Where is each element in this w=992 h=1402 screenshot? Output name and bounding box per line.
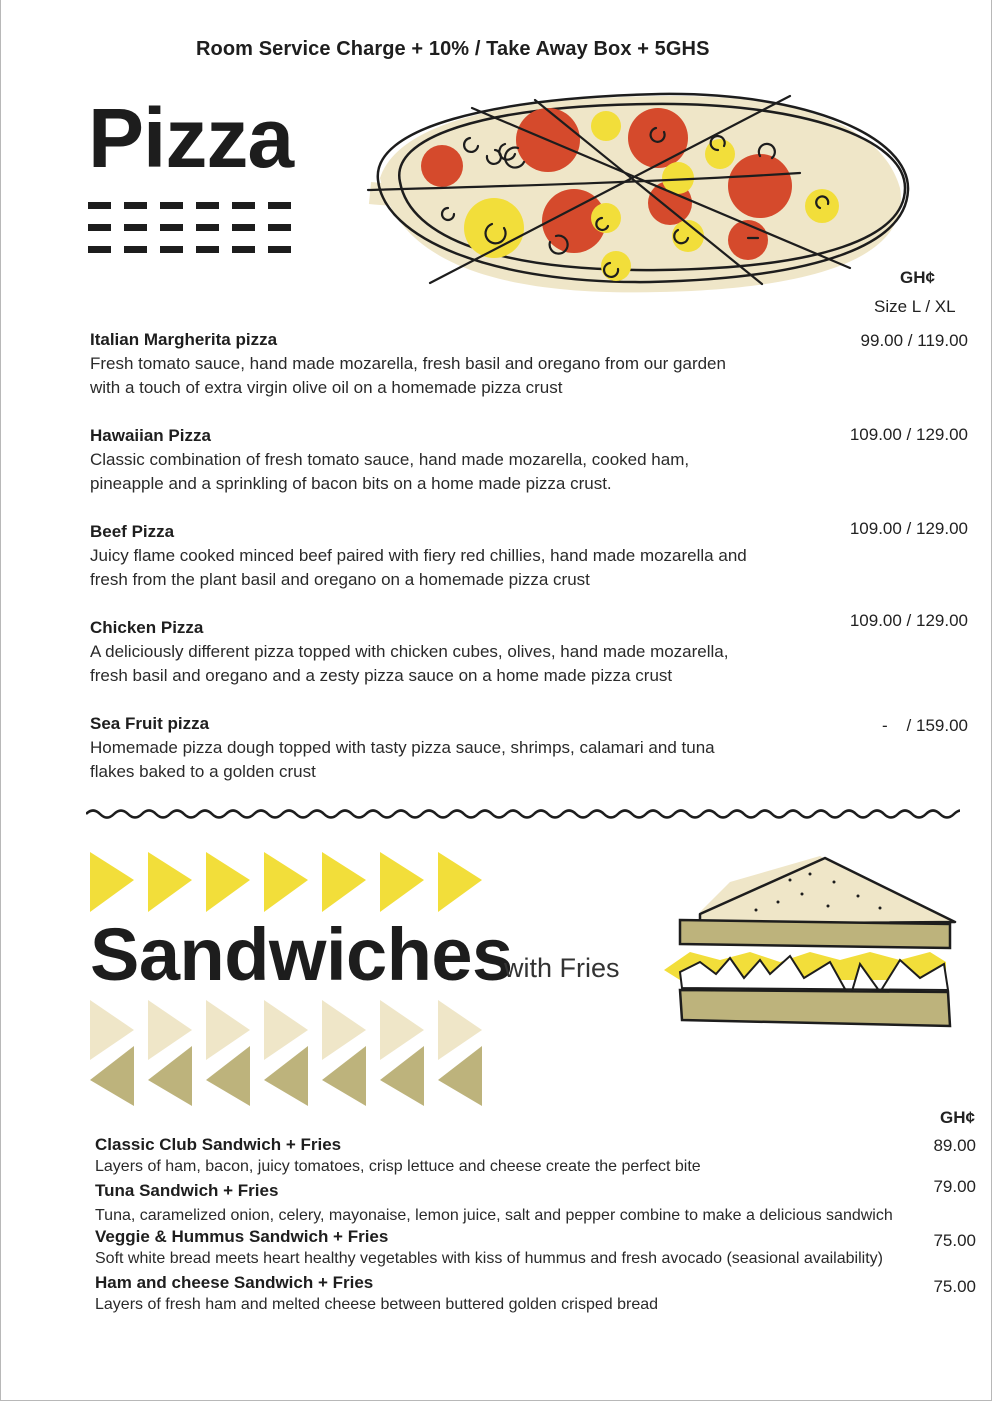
- menu-item-price: 109.00 / 129.00: [849, 611, 968, 630]
- menu-item-description: pineapple and a sprinkling of bacon bits on a home made pizza crust.: [90, 474, 612, 493]
- menu-item-description: fresh from the plant basil and oregano on a homemade pizza crust: [90, 570, 590, 589]
- menu-item-name: Italian Margherita pizza: [90, 330, 278, 349]
- menu-item-name: Chicken Pizza: [90, 618, 204, 637]
- menu-item-name: Ham and cheese Sandwich + Fries: [95, 1273, 374, 1292]
- sandwiches-section-title: Sandwiches: [90, 913, 513, 996]
- menu-item: [95, 1226, 915, 1270]
- menu-item-price: - / 159.00: [882, 716, 968, 735]
- menu-item-description: Fresh tomato sauce, hand made mozarella, fresh basil and oregano from our garden: [90, 354, 726, 373]
- sandwiches-currency-label: GH¢: [940, 1108, 975, 1127]
- menu-item-description: Juicy flame cooked minced beef paired with fiery red chillies, hand made mozarella and: [90, 546, 747, 565]
- menu-item-description: Soft white bread meets heart healthy vegetables with kiss of hummus and fresh avocado (seasional availability): [95, 1250, 883, 1267]
- menu-item-name: Beef Pizza: [90, 522, 175, 541]
- menu-item-description: Tuna, caramelized onion, celery, mayonaise, lemon juice, salt and pepper combine to make a delicious sandwich: [95, 1207, 893, 1224]
- menu-item-description: Layers of ham, bacon, juicy tomatoes, crisp lettuce and cheese create the perfect bite: [95, 1158, 701, 1175]
- menu-item-description: Classic combination of fresh tomato sauce, hand made mozarella, cooked ham,: [90, 450, 690, 469]
- menu-item-name: Classic Club Sandwich + Fries: [95, 1135, 342, 1154]
- menu-item-name: Sea Fruit pizza: [90, 714, 210, 733]
- menu-item-description: Layers of fresh ham and melted cheese between buttered golden crisped bread: [95, 1296, 659, 1313]
- menu-item-name: Tuna Sandwich + Fries: [95, 1181, 279, 1200]
- sandwich-illustration: [660, 852, 960, 1032]
- menu-item-description: fresh basil and oregano and a zesty pizza sauce on a home made pizza crust: [90, 666, 673, 685]
- menu-item-price: 89.00: [933, 1136, 976, 1155]
- wavy-divider: [86, 804, 960, 824]
- menu-item-description: Homemade pizza dough topped with tasty pizza sauce, shrimps, calamari and tuna: [90, 738, 715, 757]
- menu-item-description: with a touch of extra virgin olive oil on a homemade pizza crust: [90, 378, 563, 397]
- menu-item-price: 109.00 / 129.00: [849, 519, 968, 538]
- menu-item-price: 75.00: [933, 1277, 976, 1296]
- menu-item-price: 109.00 / 129.00: [849, 425, 968, 444]
- menu-item: [90, 712, 790, 784]
- menu-item: [95, 1272, 915, 1316]
- pizza-dash-decoration: [88, 202, 291, 268]
- menu-item: [90, 520, 790, 592]
- menu-item-name: Veggie & Hummus Sandwich + Fries: [95, 1227, 389, 1246]
- pizza-size-label: Size L / XL: [874, 297, 956, 316]
- menu-item-price: 75.00: [933, 1231, 976, 1250]
- sandwiches-subtitle: with Fries: [504, 953, 620, 983]
- service-charge-notice: Room Service Charge + 10% / Take Away Box + 5GHS: [196, 38, 710, 60]
- menu-item: [90, 328, 790, 400]
- menu-item-description: flakes baked to a golden crust: [90, 762, 316, 781]
- menu-item-price: 79.00: [933, 1177, 976, 1196]
- menu-item: [95, 1134, 915, 1178]
- menu-item: [95, 1180, 915, 1227]
- pizza-illustration: [360, 78, 920, 304]
- menu-item-name: Hawaiian Pizza: [90, 426, 211, 445]
- pizza-currency-label: GH¢: [900, 268, 935, 287]
- menu-item-price: 99.00 / 119.00: [860, 331, 968, 350]
- menu-item: [90, 424, 790, 496]
- menu-item: [90, 616, 790, 688]
- pizza-section-title: Pizza: [88, 91, 294, 185]
- menu-item-description: A deliciously different pizza topped with chicken cubes, olives, hand made mozarella,: [90, 642, 729, 661]
